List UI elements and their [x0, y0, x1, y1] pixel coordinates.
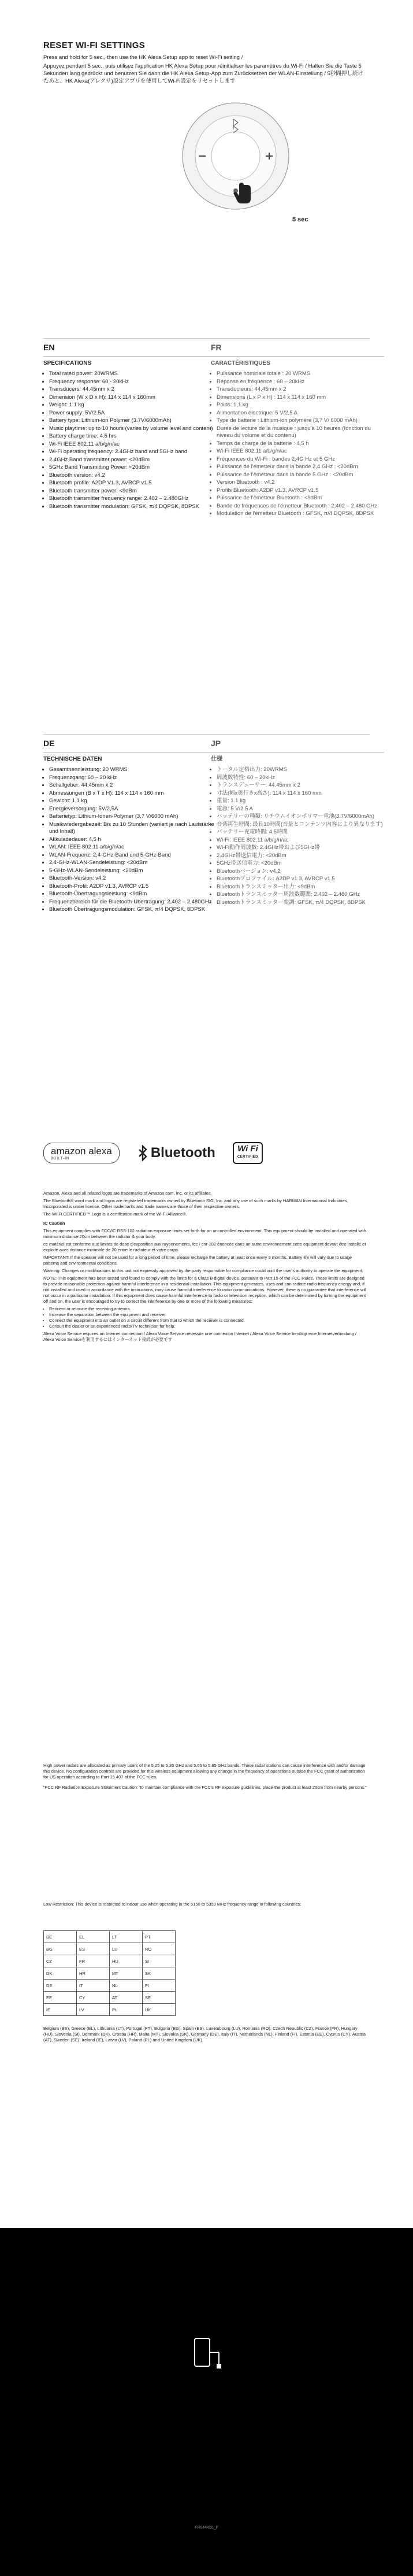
- legal-notices: [43, 1191, 367, 1344]
- list-item: • 5GHz Band Transmitting Power: <20dBm: [49, 464, 217, 472]
- rf-exposure-statement: "FCC RF Radiation Exposure Statement Caution: To maintain compliance with the FCC's RF exposure guidelines, place the product at least 20cm from nearby persons.": [43, 1785, 367, 1790]
- indoor-restriction-text: Low Restriction: This device is restricted to indoor use when operating in the 5150 to 5350 MHz frequency range in following countries:: [43, 1902, 302, 1907]
- list-item: • 電源: 5 V/2.5 A: [217, 806, 384, 813]
- ic-caution-title: IC Caution: [43, 1221, 65, 1226]
- column-fr: [211, 344, 384, 518]
- list-item: • Reorient or relocate the receiving antenna.: [49, 1306, 367, 1312]
- list-item: • 重量: 1.1 kg: [217, 798, 384, 805]
- spec-list-fr: [211, 370, 384, 518]
- list-item: • トータル定格出力: 20WRMS: [217, 766, 384, 774]
- table-cell: FR: [77, 1955, 110, 1967]
- list-item: • Musikwiedergabezeit: Bis zu 10 Stunden (variiert je nach Lautstärke und Inhalt): [49, 821, 217, 836]
- list-item: • Abmessungen (B x T x H): 114 x 114 x 160 mm: [49, 790, 217, 798]
- list-item: • 寸法(幅x奥行きx高さ): 114 x 114 x 160 mm: [217, 790, 384, 798]
- warning-notice: Warning: Changes or modifications to this unit not expressly approved by the party responsible for compliance could void the user's authority to operate the equipment.: [43, 1268, 363, 1273]
- fcc-note: NOTE: This equipment has been tested and found to comply with the limits for a Class B digital device, pursuant to Part 15 of the FCC Rules. These limits are designed to provide reasonable protection against harmful interference in a residential installation. This equipment generates, uses and can radiate radio frequency energy and, if not installed and used in accordance with the instructions, may cause harmful interference to radio communications. However, there is no guarantee that interference will not occur in a particular installation. If this equipment does cause harmful interference to radio or television reception, which can be determined by turning the equipment off and on, the user is encouraged to try to correct the interference by one or more of the following measures:: [43, 1276, 367, 1304]
- table-cell: AT: [110, 1992, 143, 2004]
- list-item: • Battery charge time: 4.5 hrs: [49, 433, 217, 440]
- table-cell: MT: [110, 1967, 143, 1980]
- table-row: [44, 2004, 176, 2016]
- table-cell: EE: [44, 1992, 77, 2004]
- list-item: • 2.4GHz帯送信電力: <20dBm: [217, 853, 384, 860]
- important-notice: IMPORTANT: If the speaker will not be used for a long period of time, please recharge the battery at least once every 3 months. Battery life will vary due to usage patterns and environmental conditions.: [43, 1255, 352, 1266]
- list-item: • Puissance de l'émetteur dans la bande 5 GHz : <20dBm: [217, 472, 384, 479]
- charging-cable-icon: [190, 2335, 224, 2370]
- list-item: • Temps de charge de la batterie : 4,5 h: [217, 440, 384, 448]
- list-item: • 音楽再生時間: 最長10時間(音量とコンテンツ内容により異なります): [217, 821, 384, 829]
- list-item: • Alimentation électrique: 5 V/2,5 A: [217, 410, 384, 417]
- list-item: • Version Bluetooth : v4.2: [217, 479, 384, 487]
- table-cell: SE: [143, 1992, 176, 2004]
- table-cell: IT: [77, 1980, 110, 1992]
- country-table: [43, 1930, 176, 2016]
- table-row: [44, 1955, 176, 1967]
- table-cell: SI: [143, 1955, 176, 1967]
- table-cell: ES: [77, 1943, 110, 1955]
- list-item: • Total rated power: 20WRMS: [49, 370, 217, 378]
- country-names: Belgium (BE), Greece (EL), Lithuania (LT), Portugal (PT), Bulgaria (BG), Spain (ES), Luxembourg (LU), Romania (RO), Czech Republic (CZ), France (FR), Hungary (HU), Slovenia (SI), Denmark (DK), Croatia (HR), Malta (MT), Slovakia (SK), Germany (DE), Italy (IT), Netherlands (NL), Finland (FI), Estonia (EE), Cyprus (CY), Austria (AT), Sweden (SE), Ireland (IE), Latvia (LV), Poland (PL) and United Kingdom (UK).: [43, 2026, 366, 2043]
- radar-band-text: High power radars are allocated as primary users of the 5.25 to 5.35 GHz and 5.65 to 5.85 GHz bands. These radar stations can cause interference with and/or damage this device. No configuration controls are provided for this wireless equipment allowing any change in the frequency of operations outside the FCC grant of authorization for US operation according to Part 15.407 of the FCC rules.: [43, 1763, 366, 1780]
- list-item: • Poids: 1,1 kg: [217, 402, 384, 409]
- table-cell: IE: [44, 2004, 77, 2016]
- part-number: FR044455_F: [195, 2526, 218, 2530]
- wifi-certified-logo: [233, 1142, 263, 1164]
- trademark-alexa: Amazon, Alexa and all related logos are trademarks of Amazon.com, Inc. or its affiliates.: [43, 1191, 212, 1196]
- ic-caution-fr: ce matériel est conforme aux limites de dose d'exposition aux rayonnements, fcc / cnr-102 énoncée dans un autre environnement.cette equipment devrait être installé et exploité avec distance minimale de 20 entre le radiateur et votre corps.: [43, 1241, 366, 1252]
- bluetooth-icon: [137, 1145, 148, 1161]
- table-cell: DE: [44, 1980, 77, 1992]
- list-item: • 周波数特性: 60 – 20kHz: [217, 774, 384, 782]
- list-item: • Dimension (W x D x H): 114 x 114 x 160mm: [49, 394, 217, 402]
- list-item: • Bluetoothプロファイル: A2DP v1.3, AVRCP v1.5: [217, 876, 384, 883]
- list-item: • Energieversorgung: 5V/2,5A: [49, 806, 217, 813]
- list-item: • 2.4GHz Band transmitter power: <20dBm: [49, 457, 217, 464]
- list-item: • 2,4-GHz-WLAN-Sendeleistung: <20dBm: [49, 859, 217, 867]
- table-row: [44, 1980, 176, 1992]
- list-item: • Frequenzbereich für die Bluetooth-Übertragung: 2,402 – 2,480GHz: [49, 899, 217, 906]
- speaker-top-illustration: [178, 98, 293, 214]
- table-cell: LT: [110, 1931, 143, 1943]
- list-item: • Gesamtnennleistung: 20 WRMS: [49, 766, 217, 774]
- table-cell: CZ: [44, 1955, 77, 1967]
- restriction-notice: [43, 1902, 367, 1909]
- radar-notice: [43, 1763, 367, 1792]
- list-item: • Transducteurs: 44,45mm x 2: [217, 386, 384, 394]
- spec-heading-fr: CARACTÉRISTIQUES: [211, 356, 384, 368]
- table-cell: HR: [77, 1967, 110, 1980]
- list-item: • Profils Bluetooth: A2DP v1.3, AVRCP v1.5: [217, 487, 384, 495]
- spec-list-en: [43, 370, 217, 510]
- table-cell: UK: [143, 2004, 176, 2016]
- table-cell: NL: [110, 1980, 143, 1992]
- list-item: • Bluetoothトランスミッター変調: GFSK, π/4 DQPSK, 8DPSK: [217, 899, 384, 907]
- list-item: • Bluetoothトランスミッター出力: <9dBm: [217, 884, 384, 891]
- list-item: • Type de batterie : Lithium-ion polymère (3,7 V/ 6000 mAh): [217, 417, 384, 425]
- alexa-internet-note: Alexa Voice Service requires an Internet connection / Alexa Voice Service nécessite une connexion Internet / Alexa Voice Service benötigt eine Internetverbindung / Alexa Voice Serviceを利用するにはインターネット接続が必要です: [43, 1331, 357, 1342]
- table-cell: EL: [77, 1931, 110, 1943]
- spec-heading-de: TECHNISCHE DATEN: [43, 752, 217, 763]
- column-de: [43, 740, 217, 914]
- list-item: • 5GHz帯送信電力: <20dBm: [217, 860, 384, 868]
- back-panel: [0, 2228, 413, 2576]
- list-item: • Fréquences du Wi-Fi : bandes 2,4G Hz et 5 GHz: [217, 456, 384, 464]
- list-item: • Battery type: Lithium-ion Polymer (3.7V/6000mAh): [49, 417, 217, 425]
- certification-logos: [43, 1136, 367, 1170]
- table-cell: SK: [143, 1967, 176, 1980]
- list-item: • Increase the separation between the equipment and receiver.: [49, 1312, 367, 1318]
- spec-list-de: [43, 766, 217, 914]
- lang-code-de: DE: [43, 739, 55, 748]
- table-cell: PT: [143, 1931, 176, 1943]
- list-item: • Bluetooth version: v4.2: [49, 472, 217, 480]
- column-jp: [211, 740, 384, 907]
- list-item: • Wi-Fi operating frequency: 2.4GHz band and 5GHz band: [49, 449, 217, 456]
- list-item: • Dimensions (L x P x H) : 114 x 114 x 160 mm: [217, 394, 384, 402]
- list-item: • Wi-Fi IEEE 802.11 a/b/g/n/ac: [49, 441, 217, 449]
- list-item: • WLAN-Frequenz: 2,4-GHz-Band und 5-GHz-Band: [49, 852, 217, 859]
- bluetooth-logo: [137, 1145, 215, 1161]
- list-item: • Wi-Fi IEEE 802.11 a/b/g/n/ac: [217, 448, 384, 455]
- spec-heading-jp: 仕様: [211, 752, 384, 763]
- list-item: • Connect the equipment into an outlet on a circuit different from that to which the receiver is connected.: [49, 1318, 367, 1324]
- lang-code-jp: JP: [211, 739, 221, 748]
- reset-instructions: [43, 54, 367, 86]
- list-item: • Akkuladedauer: 4,5 h: [49, 836, 217, 844]
- wifi-logo-subtext: CERTIFIED: [237, 1155, 258, 1159]
- list-item: • Bluetooth transmitter power: <9dBm: [49, 488, 217, 495]
- list-item: • Bluetooth transmitter frequency range: 2.402 – 2.480GHz: [49, 495, 217, 503]
- list-item: • Réponse en fréquence : 60 – 20kHz: [217, 379, 384, 386]
- list-item: • Frequency response: 60 - 20kHz: [49, 379, 217, 386]
- country-names-block: [43, 2026, 367, 2045]
- list-item: • Durée de lecture de la musique : jusqu'à 10 heures (fonction du niveau du volume et du contenu): [217, 425, 384, 440]
- ic-caution-en: This equipment complies with FCC/IC RSS-102 radiation exposure limits set forth for an uncontrolled environment. This equipment should be installed and operated with minimum distance 20cm between the radiator & your body.: [43, 1228, 366, 1239]
- lang-code-fr: FR: [211, 343, 222, 352]
- list-item: • Music playtime: up to 10 hours (varies by volume level and content): [49, 425, 217, 433]
- wifi-logo-text: Wi Fi: [237, 1144, 258, 1154]
- list-item: • Weight: 1.1 kg: [49, 402, 217, 409]
- table-row: [44, 1967, 176, 1980]
- reset-instructions-en: Press and hold for 5 sec., then use the HK Alexa Setup app to reset Wi-Fi setting /: [43, 54, 243, 61]
- list-item: • Puissance de l'émetteur dans la bande 2,4 GHz : <20dBm: [217, 464, 384, 471]
- bluetooth-logo-text: Bluetooth: [150, 1145, 215, 1161]
- list-item: • Bande de fréquences de l'émetteur Bluetooth : 2,402 – 2,480 GHz: [217, 503, 384, 510]
- list-item: • Puissance de l'émetteur Bluetooth : <9dBm: [217, 495, 384, 502]
- table-row: [44, 1992, 176, 2004]
- list-item: • Bluetooth-Version: v4.2: [49, 875, 217, 883]
- table-row: [44, 1931, 176, 1943]
- trademark-bluetooth: The Bluetooth® word mark and logos are registered trademarks owned by Bluetooth SIG, Inc. and any use of such marks by HARMAN International Industries, Incorporated is under license. Other trademarks and trade names are those of their respective owners.: [43, 1198, 348, 1209]
- list-item: • Puissance nominale totale : 20 WRMS: [217, 370, 384, 378]
- list-item: • Consult the dealer or an experienced radio/TV technician for help.: [49, 1324, 367, 1329]
- list-item: • Bluetoothバージョン: v4.2: [217, 868, 384, 876]
- table-cell: RO: [143, 1943, 176, 1955]
- list-item: • Transducers: 44.45mm x 2: [49, 386, 217, 394]
- page-title: RESET WI-FI SETTINGS: [43, 40, 146, 50]
- column-en: [43, 344, 217, 511]
- list-item: • Bluetoothトランスミッター周波数範囲: 2.402 – 2.480 GHz: [217, 891, 384, 899]
- alexa-logo: [43, 1143, 120, 1163]
- divider: [43, 734, 370, 735]
- spec-heading-en: SPECIFICATIONS: [43, 356, 217, 368]
- spec-list-jp: [211, 766, 384, 906]
- list-item: • 5-GHz-WLAN-Sendeleistung: <20dBm: [49, 868, 217, 875]
- table-cell: BG: [44, 1943, 77, 1955]
- list-item: • WLAN: IEEE 802.11 a/b/g/n/ac: [49, 844, 217, 851]
- table-cell: FI: [143, 1980, 176, 1992]
- hold-time-label: 5 sec: [292, 216, 308, 223]
- table-cell: LV: [77, 2004, 110, 2016]
- list-item: • Schallgeber: 44,45mm x 2: [49, 782, 217, 790]
- table-cell: DK: [44, 1967, 77, 1980]
- alexa-logo-text: amazon alexa: [51, 1146, 112, 1157]
- list-item: • トランスデューサー: 44.45mm x 2: [217, 782, 384, 790]
- list-item: • バッテリー充電時間: 4.5時間: [217, 829, 384, 836]
- list-item: • Modulation de l'émetteur Bluetooth : GFSK, π/4 DQPSK, 8DPSK: [217, 510, 384, 518]
- table-cell: CY: [77, 1992, 110, 2004]
- list-item: • Batterietyp: Lithium-Ionen-Polymer (3,7 V/6000 mAh): [49, 813, 217, 821]
- list-item: • Bluetooth transmitter modulation: GFSK, π/4 DQPSK, 8DPSK: [49, 503, 217, 511]
- divider: [43, 338, 370, 339]
- list-item: • Bluetooth-Übertragungsleistung: <9dBm: [49, 891, 217, 898]
- list-item: • Bluetooth-Profil: A2DP v1.3, AVRCP v1.5: [49, 883, 217, 891]
- list-item: • Gewicht: 1,1 kg: [49, 798, 217, 805]
- trademark-wifi: The Wi-Fi CERTIFIED™ Logo is a certification mark of the Wi-Fi Alliance®.: [43, 1211, 187, 1217]
- list-item: • Bluetooth profile: A2DP V1.3, AVRCP v1.5: [49, 480, 217, 487]
- list-item: • Wi-Fi動作周波数: 2.4GHz帯および5GHz帯: [217, 844, 384, 852]
- table-cell: PL: [110, 2004, 143, 2016]
- list-item: • Power supply: 5V/2.5A: [49, 410, 217, 417]
- table-cell: LU: [110, 1943, 143, 1955]
- list-item: • Bluetooth Übertragungsmodulation: GFSK, π/4 DQPSK, 8DPSK: [49, 906, 217, 914]
- list-item: • Frequenzgang: 60 – 20 kHz: [49, 774, 217, 782]
- alexa-logo-subtext: BUILT-IN: [51, 1157, 70, 1161]
- reset-instructions-multi: Appuyez pendant 5 sec., puis utilisez l'application HK Alexa Setup pour réinitialiser les paramètres du Wi-Fi / Halten Sie die Taste 5 Sekunden lang gedrückt und benutzen Sie dann die HK Alexa Setup-App zum Zurücksetzen der WLAN-Einstellung / 5秒間押し続けたあと、HK Alexa(アレクサ)設定アプリを使用してWi-Fi設定をリセットします: [43, 63, 363, 84]
- table-cell: BE: [44, 1931, 77, 1943]
- list-item: • バッテリーの種類: リチウムイオンポリマー電池(3.7V/6000mAh): [217, 813, 384, 821]
- lang-code-en: EN: [43, 343, 55, 352]
- list-item: • Wi-Fi: IEEE 802.11 a/b/g/n/ac: [217, 837, 384, 844]
- table-cell: HU: [110, 1955, 143, 1967]
- table-row: [44, 1943, 176, 1955]
- interference-measures: [43, 1306, 367, 1329]
